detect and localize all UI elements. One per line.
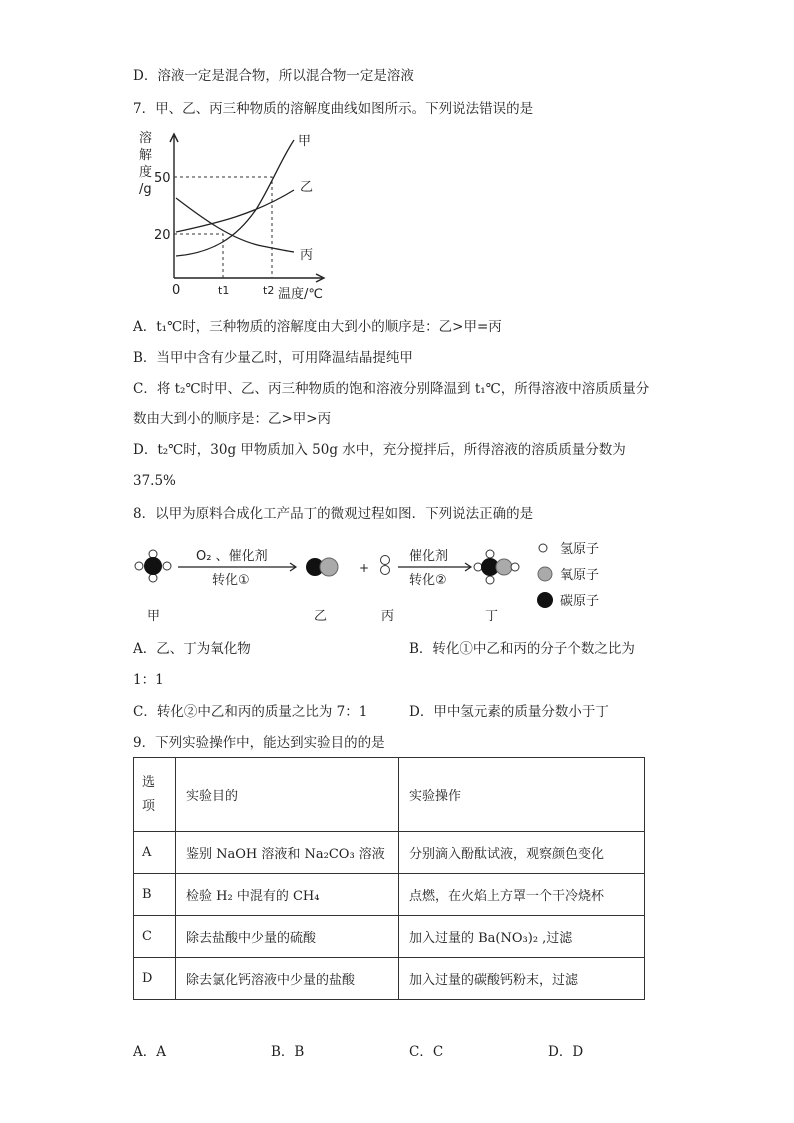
ylabel-char-3: 度: [139, 165, 153, 180]
legend: [537, 542, 599, 609]
label-ding: 丁: [485, 609, 499, 624]
row-a-purpose: 鉴别 NaOH 溶液和 Na₂CO₃ 溶液: [176, 832, 399, 874]
table-header-row: [134, 758, 645, 832]
table-row: [134, 832, 645, 874]
table-row: [134, 874, 645, 916]
header-option: 选 项: [134, 758, 176, 832]
q8-option-c: C．转化②中乙和丙的质量之比为 7：1: [133, 704, 368, 720]
header-operation: 实验操作: [399, 758, 645, 832]
molecule-bing: [381, 556, 390, 575]
row-d-operation: 加入过量的碳酸钙粉末，过滤: [399, 958, 645, 1000]
q7-stem: 7．甲、乙、丙三种物质的溶解度曲线如图所示。下列说法错误的是: [133, 101, 534, 117]
row-a-option: A: [134, 832, 176, 874]
q8-stem: 8．以甲为原料合成化工产品丁的微观过程如图．下列说法正确的是: [133, 506, 534, 522]
label-jia: 甲: [147, 609, 161, 624]
experiment-table: [133, 757, 645, 1000]
label-yi: 乙: [314, 609, 328, 624]
row-c-purpose: 除去盐酸中少量的硫酸: [176, 916, 399, 958]
y-tick-50: 50: [154, 171, 171, 186]
row-b-option: B: [134, 874, 176, 916]
arrow1-bottom-label: 转化①: [212, 573, 250, 588]
x-origin-label: 0: [172, 283, 181, 298]
molecule-jia: [135, 550, 171, 582]
curve-jia: [176, 140, 294, 256]
y-tick-20: 20: [154, 228, 171, 243]
q9-option-d: D．D: [548, 1044, 584, 1060]
molecular-process-diagram: [126, 540, 646, 625]
q8-option-a: A．乙、丁为氧化物: [133, 641, 251, 657]
q7-option-d-line2: 37.5%: [133, 473, 176, 489]
q9-option-c: C．C: [409, 1044, 444, 1060]
q8-option-b-line1: B．转化①中乙和丙的分子个数之比为: [409, 641, 635, 657]
legend-hydrogen: 氢原子: [560, 542, 600, 557]
molecule-yi: [306, 558, 338, 576]
q9-stem: 9．下列实验操作中，能达到实验目的的是: [133, 735, 385, 751]
x-tick-t2: t2: [263, 284, 275, 297]
guide-50: [174, 177, 272, 278]
q7-option-a: A．t₁℃时，三种物质的溶解度由大到小的顺序是：乙>甲=丙: [133, 319, 502, 335]
curve-bing: [176, 198, 294, 252]
arrow-1: [178, 563, 296, 571]
q7-option-c-line1: C．将 t₂℃时甲、乙、丙三种物质的饱和溶液分别降温到 t₁℃，所得溶液中溶质质量分: [133, 381, 650, 397]
ylabel-char-1: 溶: [139, 131, 153, 146]
q7-option-d-line1: D．t₂℃时，30g 甲物质加入 50g 水中，充分搅拌后，所得溶液的溶质质量分数为: [133, 442, 626, 458]
table-row: [134, 958, 645, 1000]
x-tick-t1: t1: [218, 284, 230, 297]
ylabel-char-2: 解: [139, 148, 153, 163]
legend-carbon: 碳原子: [560, 594, 600, 609]
ylabel-char-4: /g: [139, 182, 152, 197]
arrow1-top-label: O₂ 、催化剂: [196, 549, 268, 564]
molecule-ding: [474, 550, 519, 584]
label-bing: 丙: [381, 609, 395, 624]
q9-option-b: B．B: [271, 1044, 305, 1060]
plus-sign: +: [359, 561, 370, 575]
q6-option-d: D．溶液一定是混合物，所以混合物一定是溶液: [133, 68, 414, 84]
x-axis-label: 温度/℃: [278, 287, 323, 302]
row-c-operation: 加入过量的 Ba(NO₃)₂ ,过滤: [399, 916, 645, 958]
q8-option-b-line2: 1：1: [133, 672, 164, 688]
row-d-option: D: [134, 958, 176, 1000]
q7-option-c-line2: 数由大到小的顺序是：乙>甲>丙: [133, 411, 332, 427]
legend-oxygen: 氧原子: [560, 568, 600, 583]
table-row: [134, 916, 645, 958]
q7-option-b: B．当甲中含有少量乙时，可用降温结晶提纯甲: [133, 350, 413, 366]
row-a-operation: 分别滴入酚酞试液，观察颜色变化: [399, 832, 645, 874]
q9-option-a: A．A: [133, 1044, 166, 1060]
row-b-operation: 点燃，在火焰上方罩一个干冷烧杯: [399, 874, 645, 916]
row-d-purpose: 除去氯化钙溶液中少量的盐酸: [176, 958, 399, 1000]
row-b-purpose: 检验 H₂ 中混有的 CH₄: [176, 874, 399, 916]
curve-label-jia: 甲: [298, 134, 312, 149]
row-c-option: C: [134, 916, 176, 958]
curve-label-bing: 丙: [300, 248, 314, 263]
arrow2-top-label: 催化剂: [409, 549, 449, 564]
arrow-2: [398, 563, 471, 571]
arrow2-bottom-label: 转化②: [409, 573, 447, 588]
q8-option-d: D．甲中氢元素的质量分数小于丁: [409, 704, 609, 720]
header-purpose: 实验目的: [176, 758, 399, 832]
curve-label-yi: 乙: [300, 180, 314, 195]
solubility-graph: [132, 128, 342, 303]
